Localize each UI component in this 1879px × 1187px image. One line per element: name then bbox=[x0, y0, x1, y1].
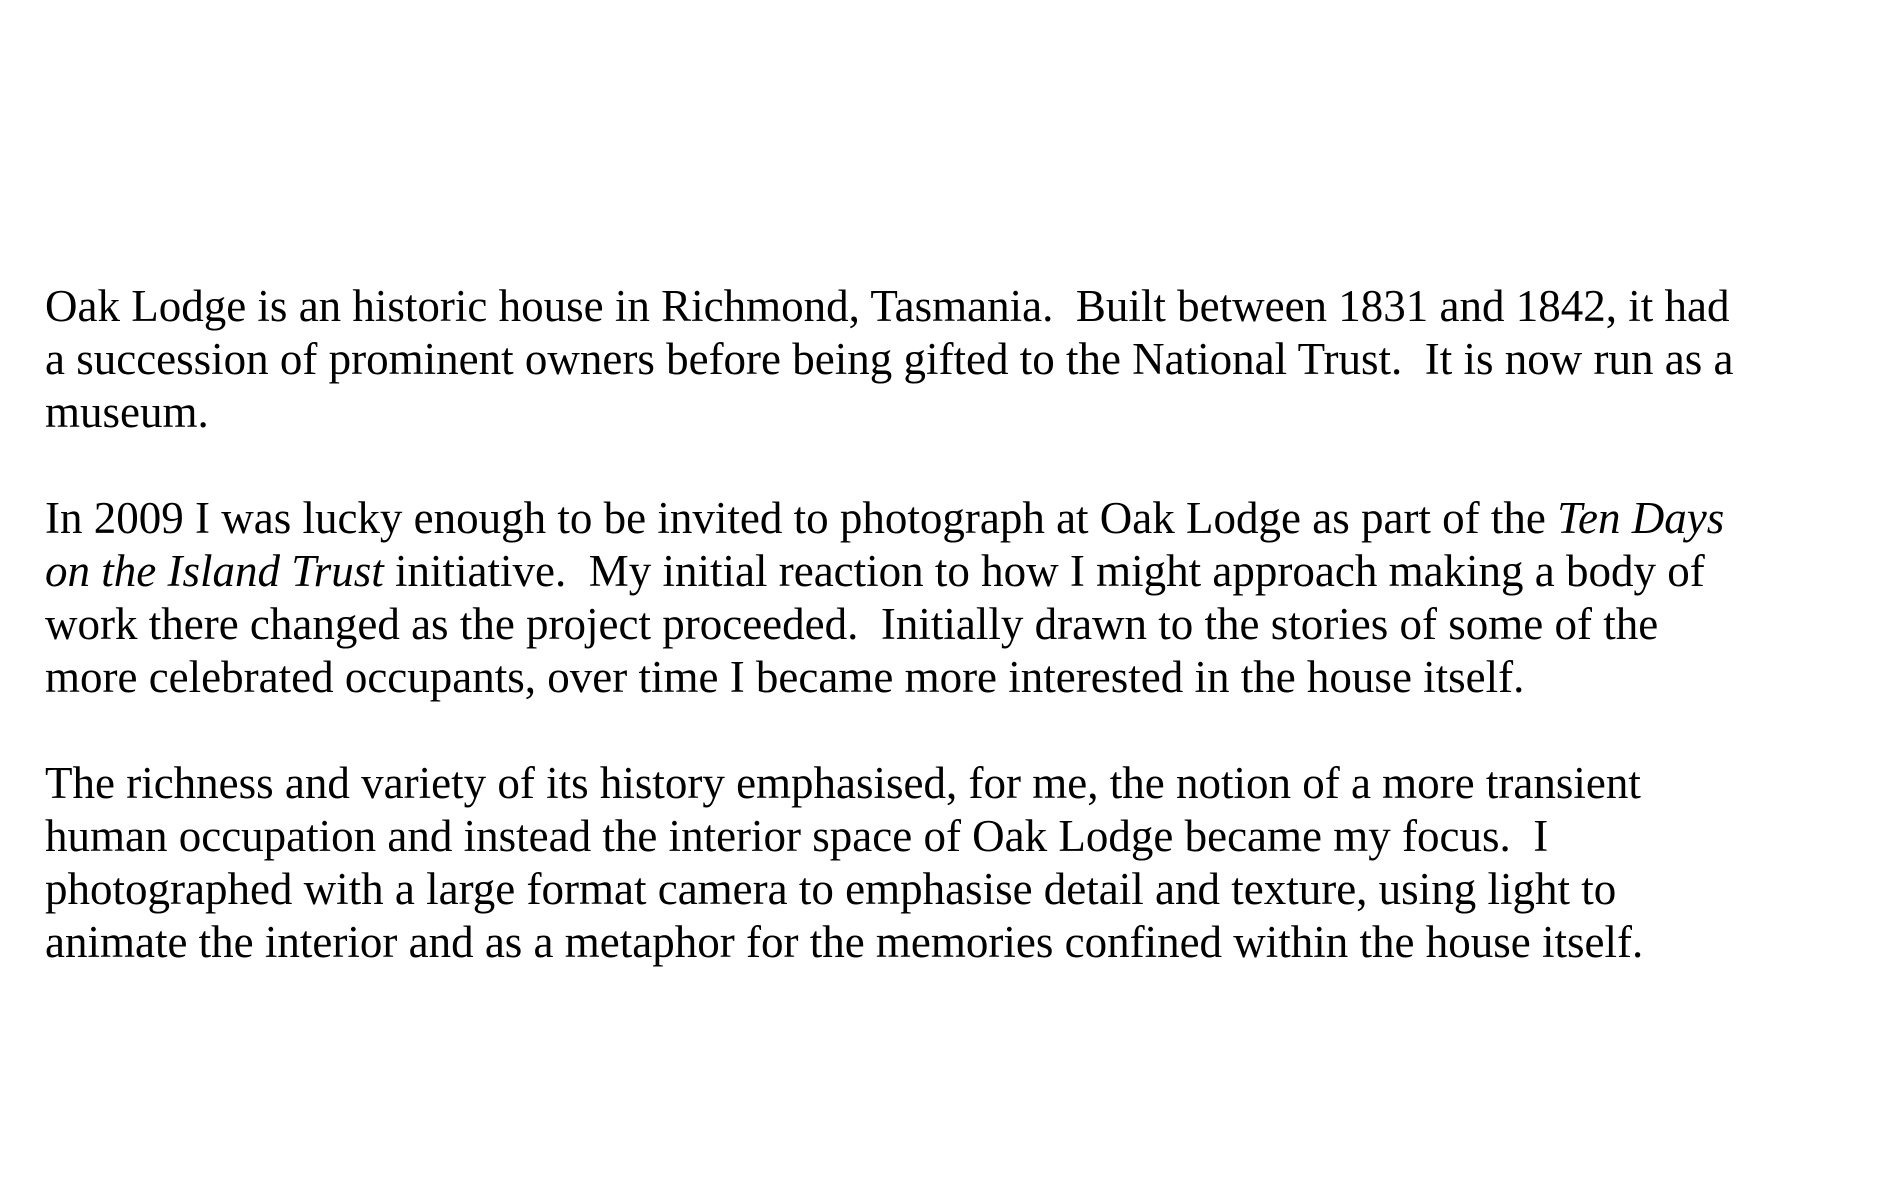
paragraph-1 bbox=[45, 280, 1845, 439]
text-line: museum. bbox=[45, 387, 209, 437]
document-body bbox=[45, 280, 1845, 969]
text-line: more celebrated occupants, over time I became more interested in the house itself. bbox=[45, 652, 1525, 702]
text-run: initiative. My initial reaction to how I might approach making a body of bbox=[383, 546, 1705, 596]
text-line: photographed with a large format camera to emphasise detail and texture, using light to bbox=[45, 864, 1617, 914]
text-run: In 2009 I was lucky enough to be invited to photograph at Oak Lodge as part of the bbox=[45, 493, 1558, 543]
text-line: Oak Lodge is an historic house in Richmond, Tasmania. Built between 1831 and 1842, it had bbox=[45, 281, 1730, 331]
text-line: a succession of prominent owners before being gifted to the National Trust. It is now run as a bbox=[45, 334, 1734, 384]
text-line: animate the interior and as a metaphor for the memories confined within the house itself. bbox=[45, 917, 1644, 967]
text-line: The richness and variety of its history emphasised, for me, the notion of a more transient bbox=[45, 758, 1641, 808]
paragraph-spacer bbox=[45, 704, 1845, 757]
text-line bbox=[45, 492, 1845, 545]
italic-title-part: Ten Days bbox=[1557, 493, 1725, 543]
text-line: work there changed as the project proceeded. Initially drawn to the stories of some of the bbox=[45, 599, 1659, 649]
text-line bbox=[45, 545, 1845, 598]
text-line: human occupation and instead the interior space of Oak Lodge became my focus. I bbox=[45, 811, 1549, 861]
paragraph-spacer bbox=[45, 439, 1845, 492]
paragraph-2 bbox=[45, 492, 1845, 704]
italic-title-part: on the Island Trust bbox=[45, 546, 384, 596]
paragraph-3 bbox=[45, 757, 1845, 969]
